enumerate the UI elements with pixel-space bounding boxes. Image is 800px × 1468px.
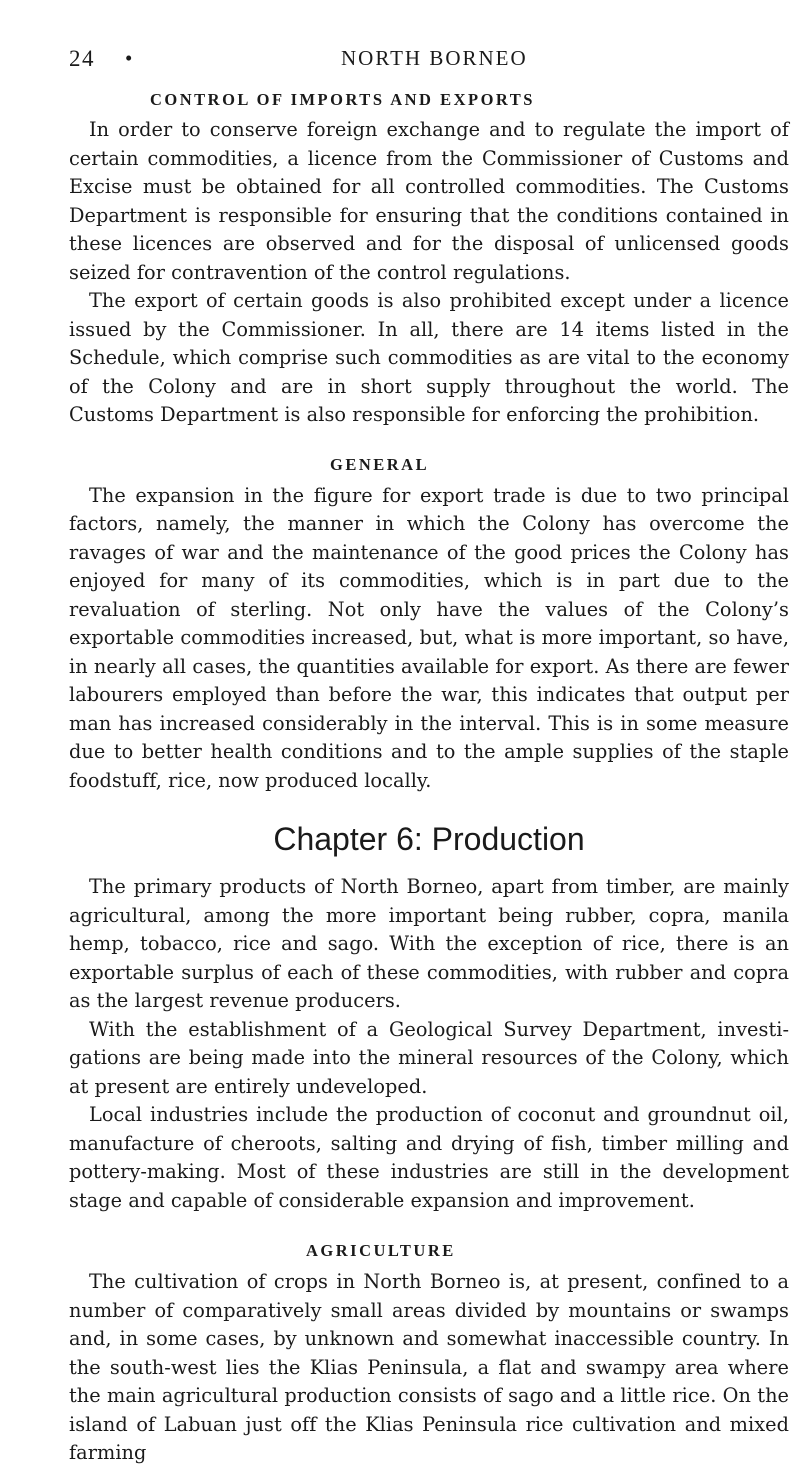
section-heading-general: GENERAL bbox=[330, 454, 430, 474]
section-heading-agriculture: AGRICULTURE bbox=[306, 1241, 456, 1260]
paragraph: With the establishment of a Geological Survey Department, investigations are being made into the mineral resources of the Colony, which at present are entirely undeveloped. bbox=[69, 1017, 789, 1098]
book-title: NORTH BORNEO bbox=[341, 46, 528, 70]
paragraph: The cultivation of crops in North Borneo is, at present, confined to a number of comparatively small areas divided by mountains or swamps and, in some cases, by unknown and somewhat inaccessible country. In the south-west lies the Klias Peninsula, a flat and swampy area where the main agricultural production consists of sago and a little rice. On the island of Labuan just off the Klias Peninsula rice cultivation and mixed farming bbox=[69, 1270, 789, 1464]
section-heading-control: CONTROL OF IMPORTS AND EXPORTS bbox=[150, 90, 535, 109]
running-header bbox=[69, 46, 789, 78]
paragraph: Local industries include the production of coconut and groundnut oil, manufacture of cheroots, salting and drying of fish, timber milling and pottery-making. Most of these industries are still in the development stage and capable of considerable expansion and improvement. bbox=[69, 1103, 789, 1212]
page-number: 24 bbox=[69, 46, 95, 71]
paragraph: The primary products of North Borneo, apart from timber, are mainly agricultural, among the more important being rubber, copra, manila hemp, tobacco, rice and sago. With the exception of rice, there is an exportable surplus of each of these commodities, with rubber and copra as the largest revenue producers. bbox=[69, 875, 789, 1012]
chapter-title: Chapter 6: Production bbox=[273, 821, 585, 857]
paragraph: The expansion in the figure for export trade is due to two principal factors, namely, the manner in which the Colony has overcome the ravages of war and the maintenance of the good prices the Colony has enjoyed for many of its commodities, which is in part due to the revaluation of sterling. Not only have the values of the Colony’s exportable commodities increased, but, what is more important, so have, in nearly all cases, the quantities available for export. As there are fewer labourers employed than before the war, this indicates that output per man has increased considerably in the interval. This is in some measure due to better health conditions and to the ample supplies of the staple foodstuff, rice, now produced locally. bbox=[69, 483, 789, 792]
paragraph: The export of certain goods is also prohibited except under a licence issued by the Commissioner. In all, there are 14 items listed in the Schedule, which comprise such commodities as are vital to the economy of the Colony and are in short supply throughout the world. The Customs Department is also responsible for enforcing the prohibition. bbox=[69, 289, 789, 426]
paragraph: In order to conserve foreign exchange and to regulate the import of certain commodities, a licence from the Commissioner of Customs and Excise must be obtained for all controlled commodities. The Customs Department is responsible for ensuring that the conditions contained in these licences are observed and for the disposal of unlicensed goods seized for contravention of the control regulations. bbox=[69, 118, 789, 284]
header-separator: • bbox=[125, 46, 134, 70]
document-page bbox=[69, 46, 789, 1468]
